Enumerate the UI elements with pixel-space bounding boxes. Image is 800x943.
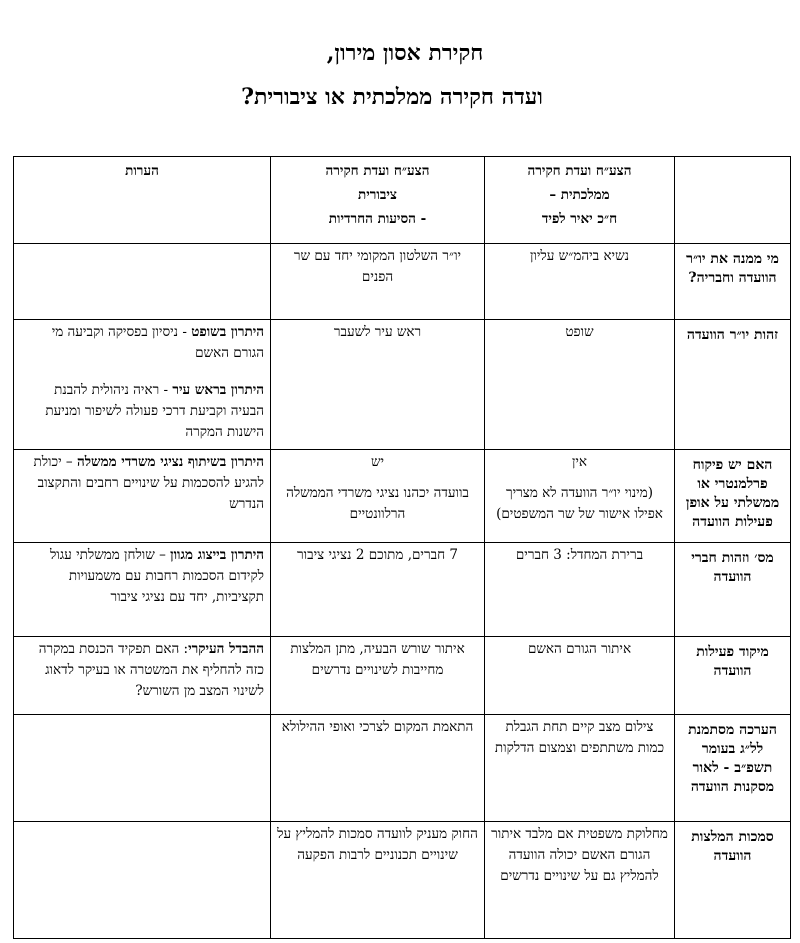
note-text: - ראיה ניהולית להבנת הבעיה וקביעת דרכי פעולה לשיפור ומניעת הישנות המקרה: [45, 382, 264, 440]
cell-text: בוועדה יכהנו נציגי משרדי הממשלה הרלוונטיים: [286, 485, 469, 522]
note-paragraph: [20, 380, 264, 443]
row-label: זהות יו״ר הוועדה: [675, 320, 791, 450]
public-commission-cell: [271, 715, 485, 822]
row-label: הערכה מסתמנת לל״ג בעומר תשפ״ב - לאור מסקנות הוועדה: [675, 715, 791, 822]
cell-text: התאמת המקום לצרכי ואופי ההילולא: [281, 719, 474, 735]
state-commission-cell: [485, 822, 675, 939]
cell-text: יו״ר השלטון המקומי יחד עם שר הפנים: [293, 248, 462, 285]
public-commission-cell: [271, 822, 485, 939]
note-text: : האם תפקיד הכנסת במקרה כזה להחליף את המשטרה או בעיקר לדאוג לשינוי המצב מן השורש?: [38, 641, 264, 699]
notes-cell: [14, 450, 271, 543]
note-heading: היתרון בייצוג מגוון: [170, 547, 264, 563]
row-label: מי ממנה את יו״ר הוועדה וחבריה?: [675, 244, 791, 320]
table-row: [14, 715, 791, 822]
public-commission-cell: [271, 320, 485, 450]
header-text: הערות: [125, 163, 159, 179]
cell-text: ברירת המחדל: 3 חברים: [515, 547, 644, 563]
header-text: ממלכתית –: [549, 187, 610, 203]
state-commission-cell: [485, 320, 675, 450]
note-paragraph: [20, 639, 264, 702]
state-commission-cell: [485, 543, 675, 637]
header-public-commission: [271, 157, 485, 244]
header-text: הצע״ח ועדת חקירה: [325, 163, 430, 179]
cell-text: אין: [571, 454, 588, 470]
header-text: הצע״ח ועדת חקירה: [527, 163, 632, 179]
cell-text: (מינוי יו״ר הוועדה לא מצריך אפילו אישור של שר המשפטים): [496, 485, 663, 522]
note-text: – שולחן ממשלתי עגול לקידום הסכמות רחבות עם משמעויות תקציביות, יחד עם נציגי ציבור: [49, 547, 264, 605]
document-title-line-2: ועדה חקירה ממלכתית או ציבורית?: [241, 84, 543, 110]
public-commission-cell: [271, 244, 485, 320]
cell-text: צילום מצב קיים תחת הגבלת כמות משתתפים וצמצום הדלקות: [494, 719, 665, 756]
table-row: [14, 244, 791, 320]
cell-text: איתור שורש הבעיה, מתן המלצות מחייבות לשינויים נדרשים: [290, 641, 465, 678]
table-row: [14, 637, 791, 715]
notes-cell: [14, 320, 271, 450]
row-label: מיקוד פעילות הוועדה: [675, 637, 791, 715]
public-commission-cell: [271, 543, 485, 637]
notes-cell: [14, 715, 271, 822]
header-text: ח״כ יאיר לפיד: [541, 211, 618, 227]
public-commission-cell: [271, 450, 485, 543]
note-heading: ההבדל העיקרי: [188, 641, 264, 657]
header-text: ציבורית: [358, 187, 397, 203]
cell-text: 7 חברים, מתוכם 2 נציגי ציבור: [297, 547, 458, 563]
state-commission-cell: [485, 450, 675, 543]
notes-cell: [14, 244, 271, 320]
note-heading: היתרון בשופט: [191, 324, 264, 340]
document-title-line-1: חקירת אסון מירון,: [326, 40, 484, 66]
cell-text: איתור הגורם האשם: [527, 641, 632, 657]
state-commission-cell: [485, 244, 675, 320]
cell-text: יש: [370, 454, 385, 470]
note-text: – יכולת להגיע להסכמות על שינויים רחבים והתקצוב הנדרש: [33, 454, 264, 512]
table-header-row: [14, 157, 791, 244]
public-commission-cell: [271, 637, 485, 715]
header-text: - הסיעות החרדיות: [328, 211, 427, 227]
table-row: [14, 543, 791, 637]
table-row: [14, 822, 791, 939]
note-paragraph: [20, 322, 264, 364]
row-label: מס׳ וזהות חברי הוועדה: [675, 543, 791, 637]
cell-text: החוק מעניק לוועדה סמכות להמליץ על שינויים תכנוניים לרבות הפקעה: [277, 826, 478, 863]
note-text: - ניסיון בפסיקה וקביעה מי הגורם האשם: [51, 324, 264, 361]
notes-cell: [14, 822, 271, 939]
cell-text: ראש עיר לשעבר: [333, 324, 422, 340]
cell-text: נשיא ביהמ״ש עליון: [529, 248, 630, 264]
notes-cell: [14, 637, 271, 715]
table-row: [14, 320, 791, 450]
comparison-table: [13, 156, 791, 939]
notes-cell: [14, 543, 271, 637]
cell-text: שופט: [565, 324, 594, 340]
note-paragraph: [20, 545, 264, 608]
note-heading: היתרון בשיתוף נציגי משרדי ממשלה: [76, 454, 264, 470]
header-state-commission: [485, 157, 675, 244]
note-paragraph: [20, 452, 264, 515]
cell-text: מחלוקת משפטית אם מלבד איתור הגורם האשם יכולה הוועדה להמליץ גם על שינויים נדרשים: [491, 826, 668, 884]
header-empty-cell: [675, 157, 791, 244]
table-row: [14, 450, 791, 543]
row-label: סמכות המלצות הוועדה: [675, 822, 791, 939]
row-label: האם יש פיקוח פרלמנטרי או ממשלתי על אופן פעילות הוועדה: [675, 450, 791, 543]
state-commission-cell: [485, 637, 675, 715]
note-heading: היתרון בראש עיר: [172, 382, 264, 398]
state-commission-cell: [485, 715, 675, 822]
header-notes: [14, 157, 271, 244]
